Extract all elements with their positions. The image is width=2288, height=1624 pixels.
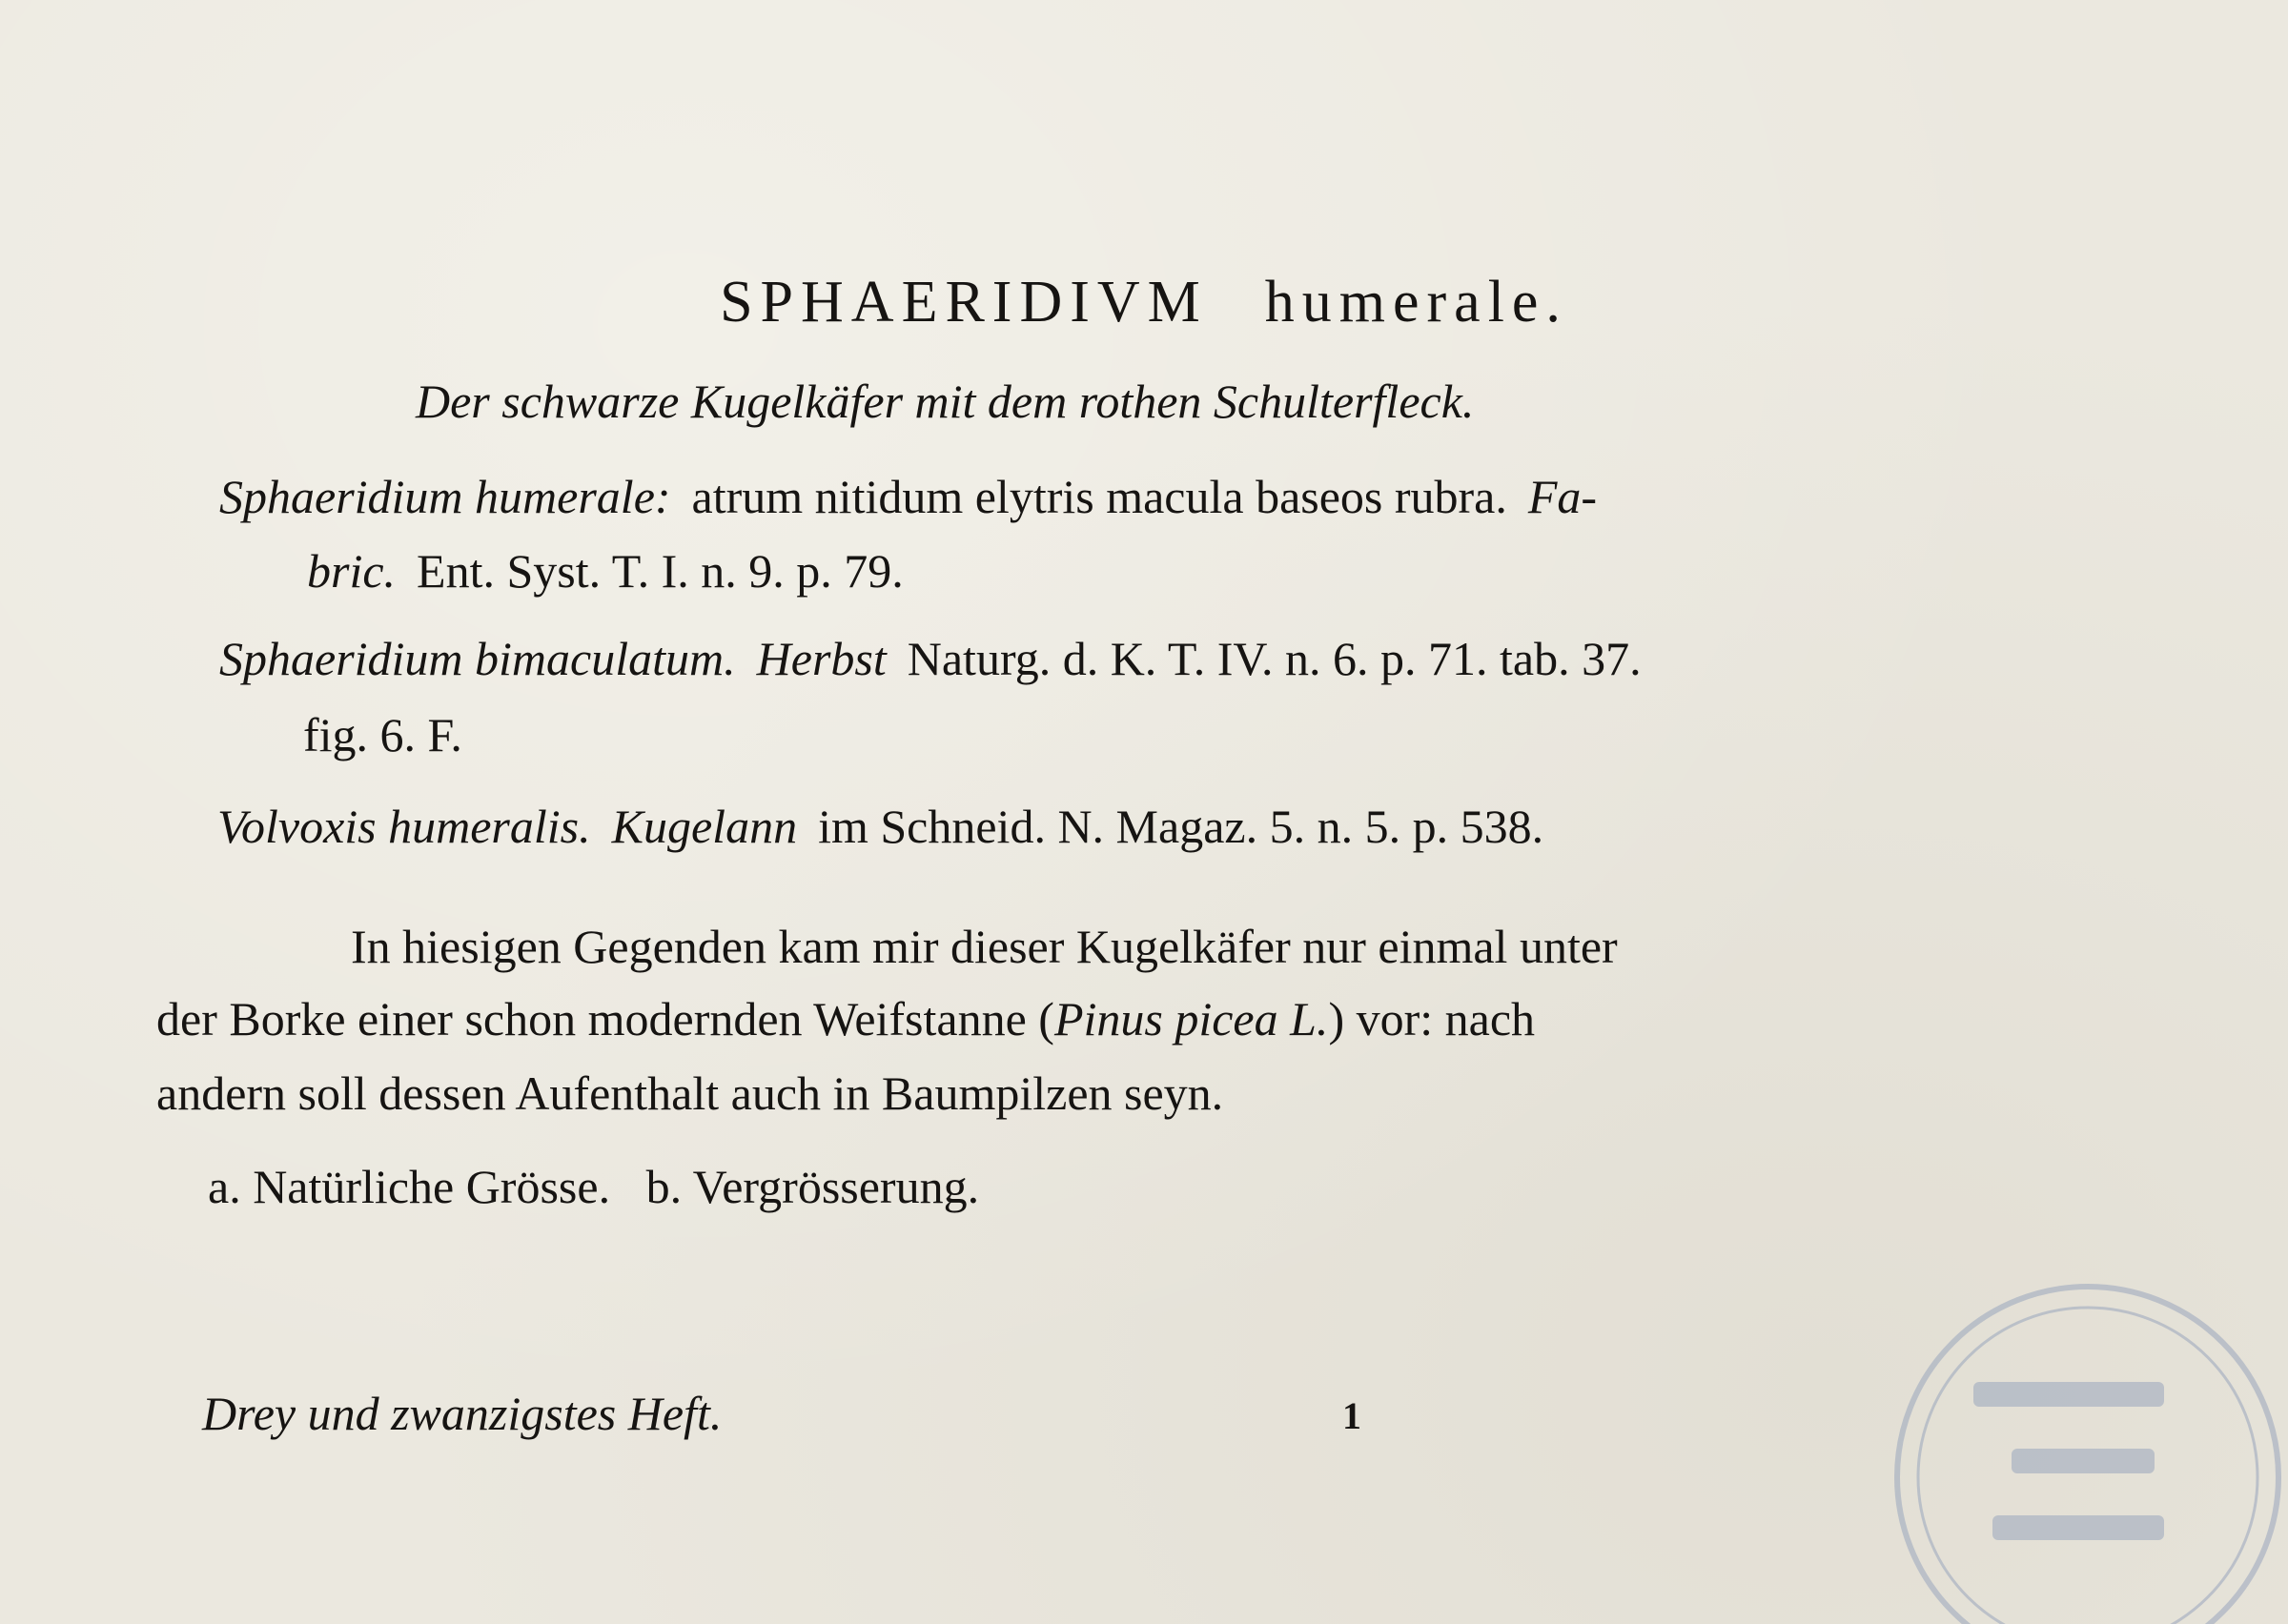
synonym-1-text: atrum nitidum elytris macula baseos rubra.: [691, 470, 1507, 523]
title-species: humerale.: [1264, 270, 1568, 335]
synonym-1-continued: [307, 543, 904, 599]
issue-footer: Drey und zwanzigstes Heft.: [202, 1387, 723, 1440]
synonym-3-text: im Schneid. N. Magaz. 5. n. 5. p. 538.: [818, 800, 1544, 853]
figure-legend: a. Natürliche Grösse. b. Vergrösserung.: [208, 1160, 980, 1213]
title-genus: SPHAERIDIVM: [720, 270, 1208, 335]
synonym-1-name: Sphaeridium humerale:: [219, 470, 671, 523]
paragraph-line-3: andern soll dessen Aufenthalt auch in Baumpilzen seyn.: [156, 1066, 1224, 1120]
paragraph-line-1: In hiesigen Gegenden kam mir dieser Kugelkäfer nur einmal unter: [351, 920, 1618, 973]
paragraph-line-2-post: ) vor: nach: [1328, 992, 1536, 1045]
synonym-2-continued: fig. 6. F.: [303, 708, 462, 761]
synonym-2-text: Naturg. d. K. T. IV. n. 6. p. 71. tab. 37.: [907, 632, 1642, 685]
synonym-1-reference: Ent. Syst. T. I. n. 9. p. 79.: [417, 544, 904, 598]
synonym-1: [219, 469, 1597, 524]
synonym-3: [217, 799, 1543, 854]
synonym-2-name: Sphaeridium bimaculatum.: [219, 632, 736, 685]
signature-mark: 1: [1342, 1394, 1361, 1437]
subtitle: Der schwarze Kugelkäfer mit dem rothen Schulterfleck.: [416, 375, 1475, 428]
synonym-1-author-cont: bric.: [307, 544, 397, 598]
synonym-2: [219, 631, 1642, 686]
synonym-3-author: Kugelann: [611, 800, 798, 853]
paragraph-line-2: [156, 991, 1535, 1046]
paragraph-latin-name: Pinus picea L.: [1053, 992, 1329, 1045]
synonym-3-name: Volvoxis humeralis.: [217, 800, 591, 853]
synonym-2-author: Herbst: [756, 632, 887, 685]
library-stamp: [1869, 1239, 2288, 1624]
paragraph-line-2-pre: der Borke einer schon modernden Weifstanne (: [156, 992, 1054, 1045]
synonym-1-author: Fa-: [1527, 470, 1598, 523]
page-title: [0, 269, 2288, 336]
